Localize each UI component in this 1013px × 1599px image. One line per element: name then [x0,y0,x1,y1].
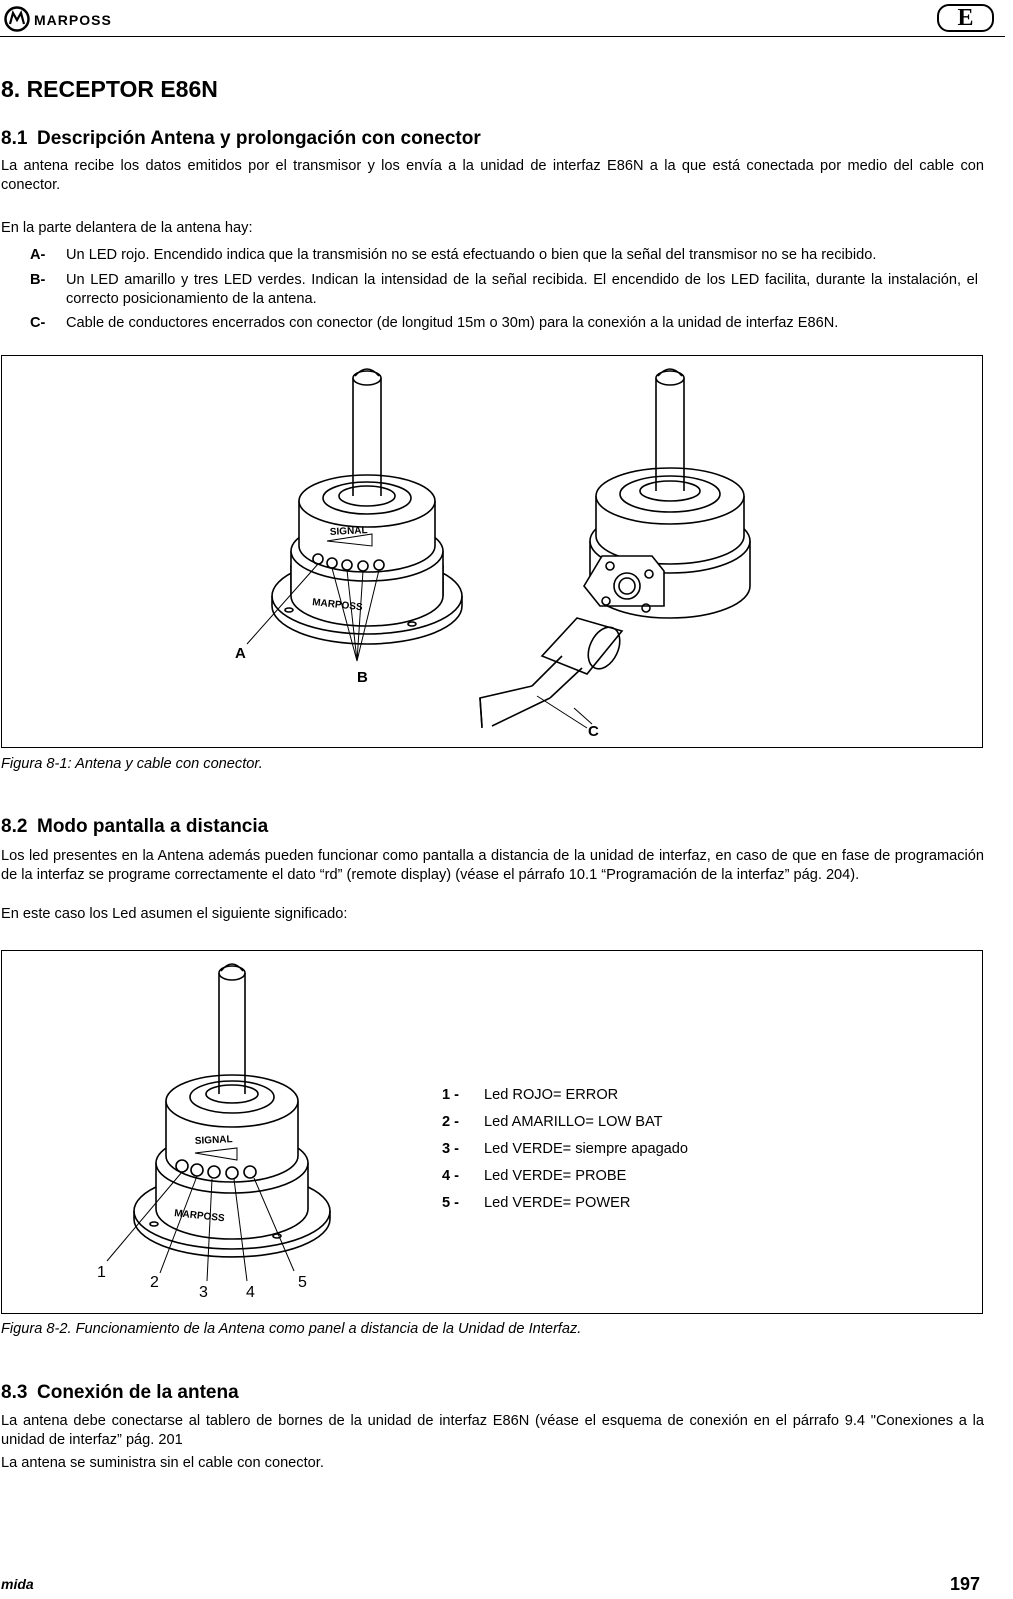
list-item-text: Cable de conductores encerrados con conector (de longitud 15m o 30m) para la conexión a la unidad de interfaz E86N. [66,315,839,331]
legend-text: Led VERDE= PROBE [484,1168,627,1184]
list-item-text: Un LED rojo. Encendido indica que la transmisión no se está efectuando o bien que la señal del transmisor no se ha recibido. [66,247,877,263]
footer-product: mida [1,1576,34,1592]
signal-label: SIGNAL [194,1134,233,1147]
legend-item [442,1195,630,1211]
connector-cable [480,618,626,728]
callout-2: 2 [150,1274,159,1291]
list-item-text: Un LED amarillo y tres LED verdes. Indican la intensidad de la señal recibida. El encendido de los LED facilita, durante la instalación, el correcto posicionamiento de la antena. [66,272,978,307]
figure-caption: Figura 8-1: Antena y cable con conector. [1,756,263,772]
callout-4: 4 [246,1284,255,1301]
list-item [30,314,995,333]
paragraph: La antena recibe los datos emitidos por el transmisor y los envía a la unidad de interfaz E86N a la que está conectada por medio del cable con conector. [1,158,984,193]
antenna-led-illustration [2,951,982,1313]
figure-caption: Figura 8-2. Funcionamiento de la Antena como panel a distancia de la Unidad de Interfaz. [1,1321,582,1337]
legend-item [442,1087,618,1103]
list-item-label: C- [30,315,46,331]
legend-item [442,1114,663,1130]
antenna-rear-view [584,369,750,618]
brand-label: MARPOSS [311,597,364,614]
section-heading-8-1 [1,128,481,150]
figure-8-2 [1,950,983,1314]
callout-a: A [235,645,246,662]
page-number: 197 [950,1574,981,1594]
section-number: 8.2 [1,816,28,837]
list-item [30,246,995,265]
paragraph: Los led presentes en la Antena además pueden funcionar como pantalla a distancia de la unidad de interfaz, en caso de que en fase de programación de la interfaz se programe correctamente el dato “rd” (remote display) (véase el párrafo 10.1 “Programación de la interfaz” pág. 204). [1,848,984,883]
callout-1: 1 [97,1264,106,1281]
antenna-cable-illustration [2,356,982,747]
language-badge: E [937,4,994,32]
page-title: 8. RECEPTOR E86N [1,76,218,102]
section-number: 8.3 [1,1382,28,1403]
paragraph: La antena debe conectarse al tablero de bornes de la unidad de interfaz E86N (véase el esquema de conexión en el párrafo 9.4 "Conexiones a la unidad de interfaz” pág. 201 [1,1413,984,1448]
brand-label: MARPOSS [173,1208,226,1225]
section-heading-8-2 [1,816,268,838]
header-divider [0,36,1005,37]
brand-wordmark: MARPOSS [34,12,112,28]
legend-number: 5 - [442,1195,460,1211]
section-heading-8-3 [1,1382,239,1404]
legend-item [442,1168,626,1184]
legend-text: Led VERDE= POWER [484,1195,631,1211]
section-title: Descripción Antena y prolongación con conector [37,128,481,149]
section-title: Conexión de la antena [37,1382,239,1403]
legend-item [442,1141,688,1157]
legend-text: Led ROJO= ERROR [484,1087,619,1103]
section-title: Modo pantalla a distancia [37,816,269,837]
paragraph: En este caso los Led asumen el siguiente significado: [1,906,348,922]
legend-number: 2 - [442,1114,460,1130]
legend-number: 3 - [442,1141,460,1157]
callout-b: B [357,669,368,686]
list-item-label: B- [30,272,46,288]
callout-3: 3 [199,1284,208,1301]
list-item-label: A- [30,247,46,263]
callout-5: 5 [298,1274,307,1291]
paragraph: En la parte delantera de la antena hay: [1,220,253,236]
section-number: 8.1 [1,128,28,149]
list-item [30,271,978,309]
antenna-front-view [247,369,462,661]
callout-c: C [588,723,599,740]
figure-8-1 [1,355,983,748]
legend-number: 4 - [442,1168,460,1184]
legend-number: 1 - [442,1087,460,1103]
marposs-logo [4,6,154,32]
legend-text: Led AMARILLO= LOW BAT [484,1114,663,1130]
signal-label: SIGNAL [329,525,368,538]
paragraph: La antena se suministra sin el cable con conector. [1,1455,324,1471]
legend-text: Led VERDE= siempre apagado [484,1141,689,1157]
